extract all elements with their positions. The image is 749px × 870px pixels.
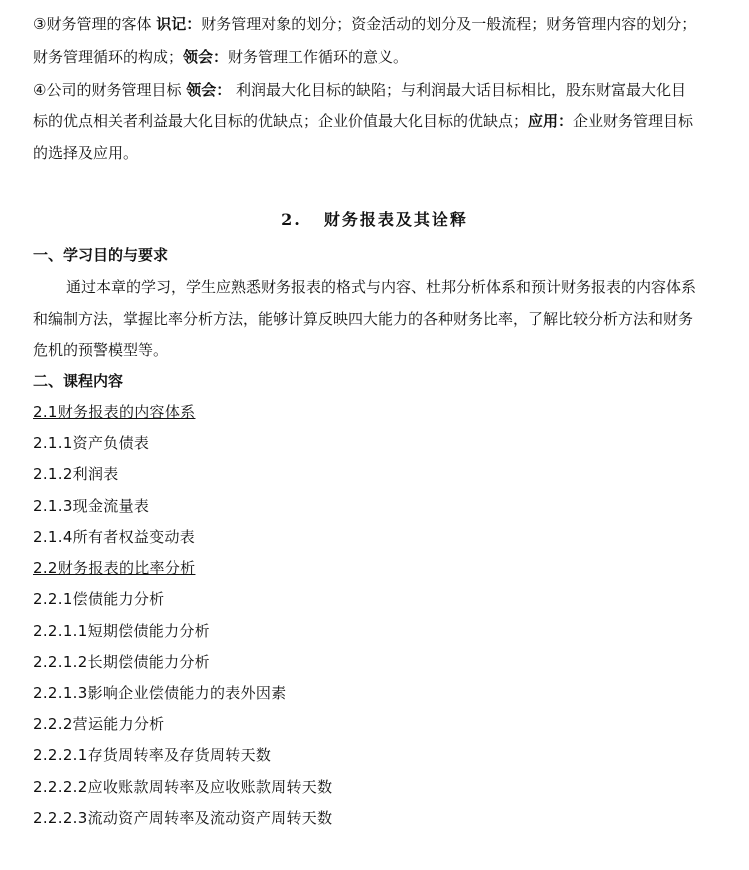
chapter-name: 财务报表及其诠释 [323, 210, 468, 229]
keyword-apply: 应用： [528, 112, 574, 130]
section4-line3 [33, 143, 138, 163]
keyword-understand: 领会： [186, 81, 232, 99]
section3-text: 财务管理循环的构成； [33, 48, 184, 66]
toc-item: 2.2.2营运能力分析 [33, 715, 165, 733]
purpose-line3: 危机的预警模型等。 [33, 341, 169, 359]
section3-text: 财务管理工作循环的意义。 [228, 48, 409, 66]
section3-line1 [33, 14, 696, 34]
chapter-title [0, 209, 749, 231]
toc-item: 2.1.2利润表 [33, 465, 119, 483]
section3-text: 财务管理对象的划分；资金活动的划分及一般流程；财务管理内容的划分； [201, 15, 697, 33]
toc-item: 2.2.1.1短期偿债能力分析 [33, 622, 210, 640]
toc-item: 2.2财务报表的比率分析 [33, 559, 196, 577]
toc-item: 2.2.2.3流动资产周转率及流动资产周转天数 [33, 809, 333, 827]
section4-line1 [33, 80, 686, 100]
toc-item: 2.2.1偿债能力分析 [33, 590, 165, 608]
section4-text: 利润最大化目标的缺陷；与利润最大话目标相比，股东财富最大化目 [231, 81, 687, 99]
keyword-memorize: 识记： [156, 15, 202, 33]
section3-line2 [33, 47, 408, 67]
toc-item: 2.1.4所有者权益变动表 [33, 528, 196, 546]
toc-item: 2.2.2.1存货周转率及存货周转天数 [33, 746, 272, 764]
section4-text: 的选择及应用。 [33, 144, 139, 162]
section4-title: ④公司的财务管理目标 [33, 81, 187, 99]
section4-text: 企业财务管理目标 [573, 112, 694, 130]
purpose-line2: 和编制方法，掌握比率分析方法，能够计算反映四大能力的各种财务比率，了解比较分析方法和财务 [33, 310, 694, 328]
heading-course-content: 二、课程内容 [33, 372, 124, 390]
toc-item: 2.2.2.2应收账款周转率及应收账款周转天数 [33, 778, 333, 796]
purpose-line1: 通过本章的学习，学生应熟悉财务报表的格式与内容、杜邦分析体系和预计财务报表的内容体系 [66, 278, 697, 296]
heading-learning-goals: 一、学习目的与要求 [33, 246, 169, 264]
section4-line2 [33, 111, 693, 131]
chapter-number: 2. [281, 210, 302, 229]
toc-item: 2.1.3现金流量表 [33, 497, 150, 515]
section3-title: ③财务管理的客体 [33, 15, 157, 33]
keyword-understand: 领会： [183, 48, 229, 66]
toc-item: 2.2.1.2长期偿债能力分析 [33, 653, 210, 671]
section4-text: 标的优点相关者利益最大化目标的优缺点；企业价值最大化目标的优缺点； [33, 112, 529, 130]
toc-item: 2.1财务报表的内容体系 [33, 403, 196, 421]
toc-item: 2.2.1.3影响企业偿债能力的表外因素 [33, 684, 287, 702]
toc-item: 2.1.1资产负债表 [33, 434, 150, 452]
